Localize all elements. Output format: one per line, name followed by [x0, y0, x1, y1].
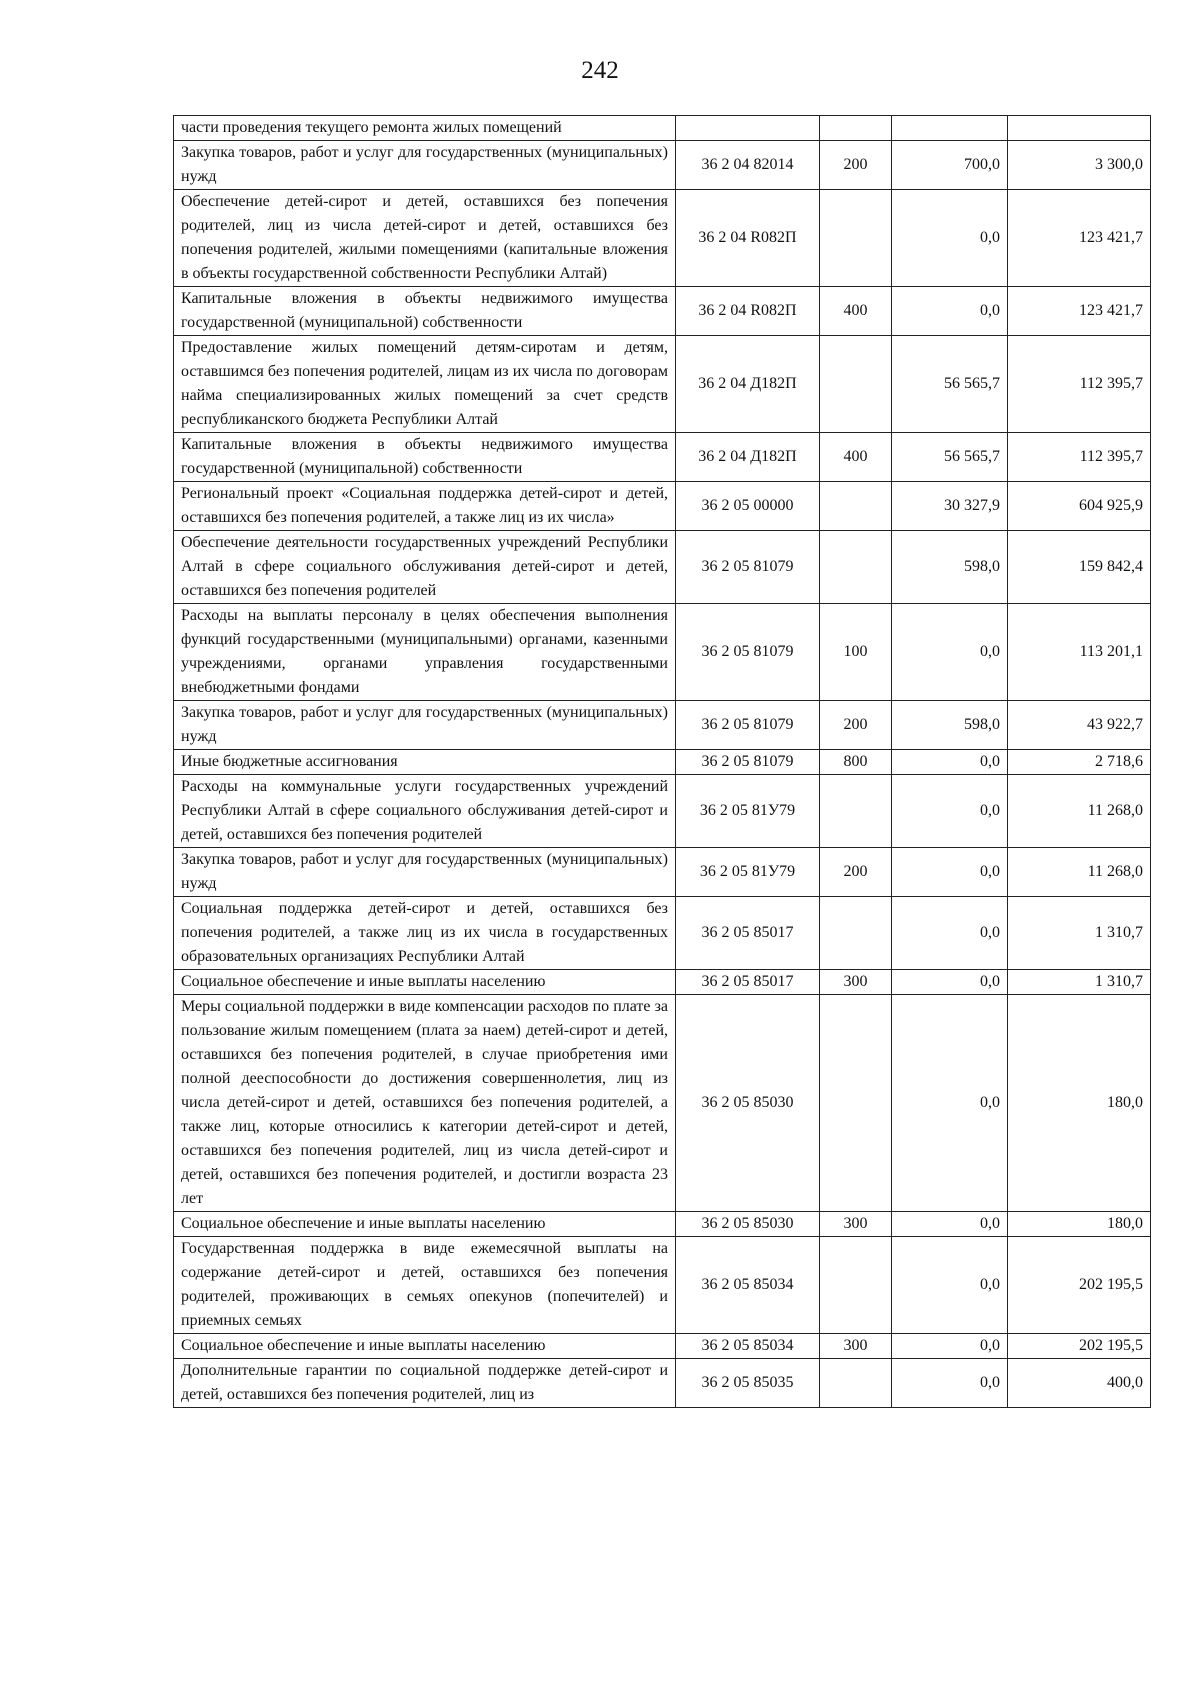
row-expense-type: [820, 897, 892, 970]
row-amount-2: 3 300,0: [1008, 141, 1151, 190]
row-name: Обеспечение деятельности государственных учреждений Республики Алтай в сфере социального обслуживания детей-сирот и детей, оставшихся без попечения родителей: [174, 531, 676, 604]
row-name: Расходы на выплаты персоналу в целях обеспечения выполнения функций государственными (муниципальными) органами, казенными учреждениями, органами управления государственными внебюджетными фондами: [174, 604, 676, 701]
row-expense-type: 400: [820, 433, 892, 482]
row-amount-2: 113 201,1: [1008, 604, 1151, 701]
row-amount-1: 0,0: [892, 604, 1008, 701]
row-amount-1: 0,0: [892, 995, 1008, 1212]
row-expense-type: 200: [820, 848, 892, 897]
row-name: Предоставление жилых помещений детям-сиротам и детям, оставшимся без попечения родителей, лицам из их числа по договорам найма специализированных жилых помещений за счет средств республиканского бюджета Республики Алтай: [174, 336, 676, 433]
row-amount-2: 159 842,4: [1008, 531, 1151, 604]
row-amount-1: 0,0: [892, 775, 1008, 848]
row-code: 36 2 05 00000: [676, 482, 820, 531]
row-amount-1: 598,0: [892, 531, 1008, 604]
row-amount-2: [1008, 116, 1151, 141]
row-amount-2: 202 195,5: [1008, 1237, 1151, 1334]
table-row: [174, 995, 1151, 1212]
row-code: 36 2 05 81079: [676, 701, 820, 750]
row-expense-type: [820, 116, 892, 141]
table-row: [174, 1237, 1151, 1334]
row-amount-2: 400,0: [1008, 1359, 1151, 1408]
row-name: Социальное обеспечение и иные выплаты населению: [174, 970, 676, 995]
row-amount-1: 0,0: [892, 1359, 1008, 1408]
table-row: [174, 531, 1151, 604]
page-number: 242: [581, 57, 619, 84]
row-name: Государственная поддержка в виде ежемесячной выплаты на содержание детей-сирот и детей, оставшихся без попечения родителей, проживающих в семьях опекунов (попечителей) и приемных семьях: [174, 1237, 676, 1334]
row-code: 36 2 05 85035: [676, 1359, 820, 1408]
row-amount-1: 0,0: [892, 970, 1008, 995]
row-amount-2: 112 395,7: [1008, 336, 1151, 433]
table-row: [174, 604, 1151, 701]
row-expense-type: 300: [820, 1212, 892, 1237]
row-expense-type: [820, 482, 892, 531]
row-code: 36 2 04 Д182П: [676, 433, 820, 482]
row-amount-2: 123 421,7: [1008, 190, 1151, 287]
row-amount-2: 11 268,0: [1008, 848, 1151, 897]
row-code: [676, 116, 820, 141]
row-amount-1: 0,0: [892, 897, 1008, 970]
row-expense-type: [820, 995, 892, 1212]
row-amount-2: 11 268,0: [1008, 775, 1151, 848]
row-code: 36 2 05 85017: [676, 970, 820, 995]
table-row: [174, 701, 1151, 750]
table-row: [174, 1212, 1151, 1237]
row-amount-2: 1 310,7: [1008, 970, 1151, 995]
row-expense-type: [820, 190, 892, 287]
row-code: 36 2 05 81У79: [676, 848, 820, 897]
row-code: 36 2 05 85030: [676, 1212, 820, 1237]
row-code: 36 2 05 81079: [676, 604, 820, 701]
row-expense-type: 200: [820, 141, 892, 190]
table-row: [174, 482, 1151, 531]
table-row: [174, 116, 1151, 141]
row-amount-1: 0,0: [892, 1237, 1008, 1334]
row-amount-2: 1 310,7: [1008, 897, 1151, 970]
table-row: [174, 190, 1151, 287]
row-name: Капитальные вложения в объекты недвижимого имущества государственной (муниципальной) собственности: [174, 433, 676, 482]
row-code: 36 2 05 81079: [676, 750, 820, 775]
row-amount-1: 0,0: [892, 1212, 1008, 1237]
row-name: Социальная поддержка детей-сирот и детей, оставшихся без попечения родителей, а также лиц из их числа в государственных образовательных организациях Республики Алтай: [174, 897, 676, 970]
row-amount-1: 30 327,9: [892, 482, 1008, 531]
row-amount-1: 0,0: [892, 190, 1008, 287]
row-amount-1: 56 565,7: [892, 433, 1008, 482]
row-name: Капитальные вложения в объекты недвижимого имущества государственной (муниципальной) собственности: [174, 287, 676, 336]
row-name: Расходы на коммунальные услуги государственных учреждений Республики Алтай в сфере социального обслуживания детей-сирот и детей, оставшихся без попечения родителей: [174, 775, 676, 848]
row-code: 36 2 04 R082П: [676, 190, 820, 287]
row-name: части проведения текущего ремонта жилых помещений: [174, 116, 676, 141]
table-row: [174, 1334, 1151, 1359]
row-name: Социальное обеспечение и иные выплаты населению: [174, 1334, 676, 1359]
row-amount-2: 2 718,6: [1008, 750, 1151, 775]
row-code: 36 2 05 85034: [676, 1334, 820, 1359]
row-code: 36 2 05 81079: [676, 531, 820, 604]
row-expense-type: 400: [820, 287, 892, 336]
table-row: [174, 433, 1151, 482]
row-name: Дополнительные гарантии по социальной поддержке детей-сирот и детей, оставшихся без попечения родителей, лиц из: [174, 1359, 676, 1408]
table-row: [174, 897, 1151, 970]
row-amount-2: 180,0: [1008, 1212, 1151, 1237]
row-amount-2: 123 421,7: [1008, 287, 1151, 336]
row-name: Закупка товаров, работ и услуг для государственных (муниципальных) нужд: [174, 141, 676, 190]
row-name: Закупка товаров, работ и услуг для государственных (муниципальных) нужд: [174, 701, 676, 750]
row-amount-1: 0,0: [892, 287, 1008, 336]
row-name: Иные бюджетные ассигнования: [174, 750, 676, 775]
row-expense-type: 300: [820, 1334, 892, 1359]
table-row: [174, 775, 1151, 848]
row-name: Меры социальной поддержки в виде компенсации расходов по плате за пользование жилым помещением (плата за наем) детей-сирот и детей, оставшихся без попечения родителей, в случае приобретения ими полной дееспособности до достижения совершеннолетия, лиц из числа детей-сирот и детей, оставшихся без попечения родителей, а также лиц, которые относились к категории детей-сирот и детей, оставшихся без попечения родителей, лиц из числа детей-сирот и детей, оставшихся без попечения родителей, и достигли возраста 23 лет: [174, 995, 676, 1212]
row-amount-1: [892, 116, 1008, 141]
row-code: 36 2 04 R082П: [676, 287, 820, 336]
table-row: [174, 336, 1151, 433]
row-expense-type: 800: [820, 750, 892, 775]
row-amount-1: 56 565,7: [892, 336, 1008, 433]
row-amount-1: 0,0: [892, 848, 1008, 897]
budget-table: [173, 115, 1151, 1408]
row-amount-1: 0,0: [892, 750, 1008, 775]
table-row: [174, 848, 1151, 897]
row-expense-type: [820, 775, 892, 848]
row-code: 36 2 05 85034: [676, 1237, 820, 1334]
row-amount-2: 202 195,5: [1008, 1334, 1151, 1359]
row-amount-1: 598,0: [892, 701, 1008, 750]
row-code: 36 2 05 85017: [676, 897, 820, 970]
table-row: [174, 750, 1151, 775]
row-code: 36 2 05 85030: [676, 995, 820, 1212]
row-code: 36 2 04 82014: [676, 141, 820, 190]
row-amount-2: 180,0: [1008, 995, 1151, 1212]
row-expense-type: [820, 1237, 892, 1334]
row-amount-2: 112 395,7: [1008, 433, 1151, 482]
row-amount-1: 700,0: [892, 141, 1008, 190]
row-name: Закупка товаров, работ и услуг для государственных (муниципальных) нужд: [174, 848, 676, 897]
table-row: [174, 970, 1151, 995]
row-amount-1: 0,0: [892, 1334, 1008, 1359]
row-expense-type: [820, 336, 892, 433]
table-row: [174, 1359, 1151, 1408]
row-name: Обеспечение детей-сирот и детей, оставшихся без попечения родителей, лиц из числа детей-сирот и детей, оставшихся без попечения родителей, жилыми помещениями (капитальные вложения в объекты государственной собственности Республики Алтай): [174, 190, 676, 287]
row-expense-type: 100: [820, 604, 892, 701]
row-name: Социальное обеспечение и иные выплаты населению: [174, 1212, 676, 1237]
row-amount-2: 43 922,7: [1008, 701, 1151, 750]
row-amount-2: 604 925,9: [1008, 482, 1151, 531]
row-expense-type: [820, 1359, 892, 1408]
row-expense-type: 300: [820, 970, 892, 995]
row-expense-type: [820, 531, 892, 604]
row-code: 36 2 05 81У79: [676, 775, 820, 848]
table-row: [174, 287, 1151, 336]
table-row: [174, 141, 1151, 190]
row-expense-type: 200: [820, 701, 892, 750]
row-name: Региональный проект «Социальная поддержка детей-сирот и детей, оставшихся без попечения родителей, а также лиц из их числа»: [174, 482, 676, 531]
table-body: [174, 116, 1151, 1408]
row-code: 36 2 04 Д182П: [676, 336, 820, 433]
